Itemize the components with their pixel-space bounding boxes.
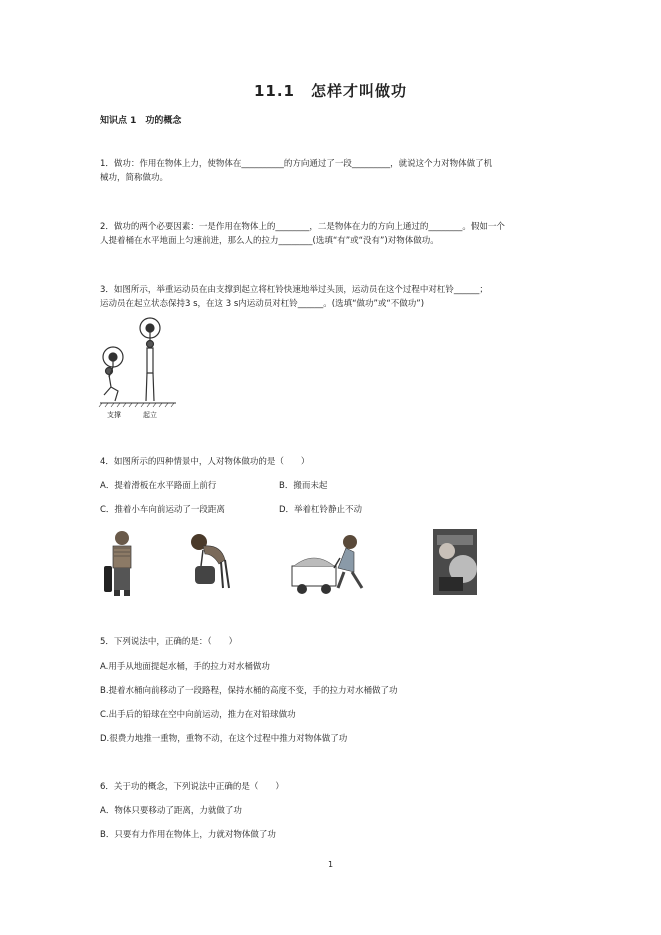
fig-label-support: 支撑 xyxy=(107,411,121,419)
q4-option-d: D．举着杠铃静止不动 xyxy=(279,505,363,515)
squatting-lifter-image xyxy=(103,347,123,401)
q1-line2: 械功，简称做功。 xyxy=(100,173,169,183)
page-number: 1 xyxy=(327,860,334,869)
push-cart-image xyxy=(288,528,376,596)
q5-option-b: B.提着水桶向前移动了一段路程，保持水桶的高度不变，手的拉力对水桶做了功 xyxy=(100,686,398,696)
q5-option-d: D.很费力地推一重物，重物不动，在这个过程中推力对物体做了功 xyxy=(100,734,348,744)
q5-option-c: C.出手后的铅球在空中向前运动，推力在对铅球做功 xyxy=(100,710,296,720)
q4-stem: 4．如图所示的四种情景中，人对物体做功的是（ ） xyxy=(100,457,310,467)
fig-label-stand: 起立 xyxy=(143,411,157,419)
weightlifter-figure xyxy=(98,315,178,410)
q3-line2: 运动员在起立状态保持3 s，在这 3 s内运动员对杠铃______。(选填“做功”或“不做功”) xyxy=(100,299,425,309)
q2-line1: 2．做功的两个必要因素：一是作用在物体上的________，二是物体在力的方向上通过的________。假如一个 xyxy=(100,222,505,232)
q6-stem: 6．关于功的概念，下列说法中正确的是（ ） xyxy=(100,782,284,792)
page-title: 11.1 怎样才叫做功 xyxy=(253,82,407,100)
q4-option-a: A．提着滑板在水平路面上前行 xyxy=(100,481,217,491)
q5-stem: 5．下列说法中，正确的是：（ ） xyxy=(100,637,238,647)
standing-lifter-image xyxy=(140,318,160,401)
q4-option-b: B．搬而未起 xyxy=(279,481,328,491)
q1-line1: 1．做功：作用在物体上力，使物体在__________的方向通过了一段_________，就说这个力对物体做了机 xyxy=(100,159,493,169)
section-heading: 知识点 1 功的概念 xyxy=(100,116,182,126)
skateboard-carry-image xyxy=(100,528,142,600)
q2-line2: 人提着桶在水平地面上匀速前进，那么人的拉力________(选填“有”或“没有”)对物体做功。 xyxy=(100,236,439,246)
hold-barbell-image xyxy=(433,529,477,595)
lift-failed-image xyxy=(183,528,241,592)
q4-option-c: C．推着小车向前运动了一段距离 xyxy=(100,505,225,515)
q3-line1: 3．如图所示，举重运动员在由支撑到起立将杠铃快速地举过头顶，运动员在这个过程中对杠铃______； xyxy=(100,285,488,295)
q6-option-a: A．物体只要移动了距离，力就做了功 xyxy=(100,806,242,816)
q5-option-a: A.用手从地面提起水桶，手的拉力对水桶做功 xyxy=(100,662,270,672)
q6-option-b: B．只要有力作用在物体上，力就对物体做了功 xyxy=(100,830,276,840)
